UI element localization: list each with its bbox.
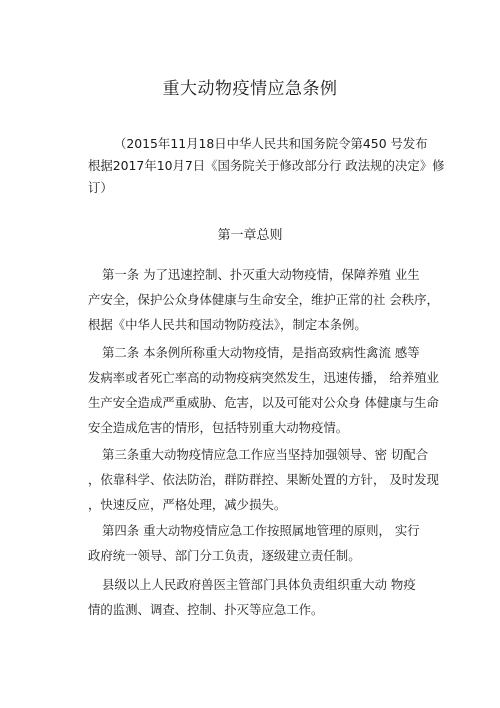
- article-2: [88, 340, 468, 440]
- article-line: 发病率或者死亡率高的动物疫病突然发生，迅速传播， 给养殖业: [88, 370, 439, 385]
- article-3: [88, 442, 468, 517]
- article-line: 生产安全造成严重威胁、危害，以及可能对公众身 体健康与生命: [88, 395, 439, 410]
- article-line: ，依靠科学、依法防治，群防群控、果断处置的方针， 及时发现: [88, 472, 439, 487]
- article-line: 第二条 本条例所称重大动物疫情，是指高致病性禽流 感等: [102, 345, 420, 360]
- article-4-paragraph-2: [88, 572, 468, 622]
- article-line: ，快速反应，严格处理，减少损失。: [88, 497, 287, 512]
- article-line: 第四条 重大动物疫情应急工作按照属地管理的原则， 实行: [102, 523, 420, 538]
- promulgation-line: 根据2017年10月7日《国务院关于修改部分行 政法规的决定》修: [88, 158, 445, 173]
- article-line: 安全造成危害的情形，包括特别重大动物疫情。: [88, 420, 349, 435]
- article-line: 情的监测、调查、控制、扑灭等应急工作。: [88, 602, 324, 617]
- article-line: 县级以上人民政府兽医主管部门具体负责组织重大动 物疫: [102, 577, 416, 592]
- promulgation-line: （2015年11月18日中华人民共和国务院令第450 号发布: [114, 136, 428, 151]
- article-line: 政府统一领导、部门分工负责，逐级建立责任制。: [88, 548, 361, 563]
- article-line: 产安全，保护公众身体健康与生命安全，维护正常的社 会秩序，: [88, 292, 439, 307]
- article-line: 第三条重大动物疫情应急工作应当坚持加强领导、密 切配合: [102, 447, 429, 462]
- document-title: 重大动物疫情应急条例: [162, 79, 338, 99]
- article-line: 第一条 为了迅速控制、扑灭重大动物疫情，保障养殖 业生: [102, 267, 420, 282]
- promulgation-line: 订）: [88, 180, 113, 195]
- article-4: [88, 518, 468, 568]
- chapter-heading: 第一章总则: [217, 228, 283, 243]
- promulgation-note: [88, 133, 448, 199]
- article-1: [88, 262, 468, 337]
- article-line: 根据《中华人民共和国动物防疫法》，制定本条例。: [88, 317, 367, 332]
